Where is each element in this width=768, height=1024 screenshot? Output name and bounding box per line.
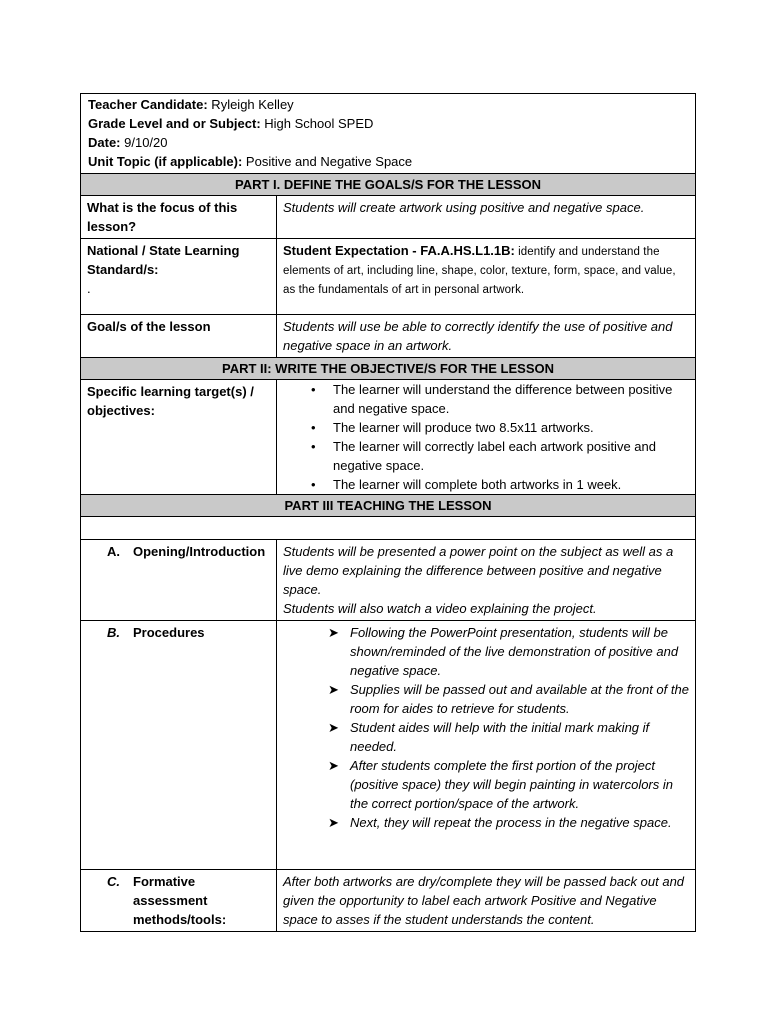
formative-letter: C.	[107, 874, 120, 889]
objectives-list	[277, 380, 689, 494]
part2-heading: PART II: WRITE THE OBJECTIVE/S FOR THE LESSON	[81, 358, 696, 380]
procedures-label-cell	[81, 621, 277, 870]
unit-topic-line	[88, 152, 688, 171]
arrow-bullet-icon: ➤	[328, 758, 339, 773]
standard-label: National / State Learning Standard/s:	[87, 243, 240, 277]
formative-label-cell	[81, 870, 277, 932]
standard-dot: .	[87, 281, 91, 296]
lesson-plan-document	[80, 93, 696, 932]
objective-item: • The learner will correctly label each artwork positive and negative space.	[333, 437, 689, 475]
formative-row	[81, 870, 696, 932]
procedures-letter: B.	[107, 625, 120, 640]
standard-row	[81, 239, 696, 315]
focus-label: What is the focus of this lesson?	[81, 196, 277, 239]
teacher-candidate-label: Teacher Candidate:	[88, 97, 208, 112]
objective-item: • The learner will understand the difference between positive and negative space.	[333, 380, 689, 418]
procedure-text: Next, they will repeat the process in the negative space.	[350, 815, 672, 830]
date-label: Date:	[88, 135, 121, 150]
opening-text-1: Students will be presented a power point on the subject as well as a live demo explaining the difference between positive and negative space.	[283, 544, 674, 597]
arrow-bullet-icon: ➤	[328, 815, 339, 830]
procedure-item	[328, 623, 689, 680]
objective-item: • The learner will produce two 8.5x11 artworks.	[333, 418, 689, 437]
standard-label-cell	[81, 239, 277, 315]
procedure-item	[328, 718, 689, 756]
grade-level-line	[88, 114, 688, 133]
blank-cell	[81, 517, 696, 540]
procedure-text: After students complete the first portion of the project (positive space) they will begin painting in watercolors in the correct portion/space of the artwork.	[350, 758, 673, 811]
arrow-bullet-icon: ➤	[328, 625, 339, 640]
procedure-item	[328, 756, 689, 813]
opening-letter: A.	[107, 544, 120, 559]
procedure-text: Student aides will help with the initial mark making if needed.	[350, 720, 650, 754]
formative-label: Formative assessment methods/tools:	[133, 874, 227, 927]
arrow-bullet-icon: ➤	[328, 682, 339, 697]
opening-label-cell	[81, 540, 277, 621]
grade-level-label: Grade Level and or Subject:	[88, 116, 261, 131]
procedure-text: Supplies will be passed out and available at the front of the room for aides to retrieve for students.	[350, 682, 689, 716]
goals-row	[81, 315, 696, 358]
opening-label: Opening/Introduction	[133, 544, 266, 559]
objectives-cell	[277, 380, 696, 495]
teacher-candidate-line	[88, 95, 688, 114]
opening-text-2: Students will also watch a video explaining the project.	[283, 601, 597, 616]
arrow-bullet-icon: ➤	[328, 720, 339, 735]
part3-heading: PART III TEACHING THE LESSON	[81, 495, 696, 517]
procedure-item	[328, 813, 689, 832]
header-cell	[81, 94, 696, 174]
standard-expectation: Student Expectation - FA.A.HS.L1.1B:	[283, 243, 515, 258]
standard-text: identify and understand the elements of art, including line, shape, color, texture, form, space, and value, as the fundamentals of art in personal artwork.	[283, 246, 676, 296]
focus-value: Students will create artwork using positive and negative space.	[277, 196, 696, 239]
unit-topic-value: Positive and Negative Space	[242, 154, 413, 169]
unit-topic-label: Unit Topic (if applicable):	[88, 154, 243, 169]
goals-label: Goal/s of the lesson	[81, 315, 277, 358]
procedures-list	[277, 623, 689, 832]
objectives-row	[81, 380, 696, 495]
goals-value: Students will use be able to correctly identify the use of positive and negative space in an artwork.	[277, 315, 696, 358]
opening-value-cell	[277, 540, 696, 621]
formative-value: After both artworks are dry/complete they will be passed back out and given the opportunity to label each artwork Positive and Negative space to asses if the student understands the content.	[277, 870, 696, 932]
teacher-candidate-value: Ryleigh Kelley	[207, 97, 294, 112]
procedure-item	[328, 680, 689, 718]
lesson-plan-table	[80, 93, 696, 932]
objectives-label: Specific learning target(s) / objectives:	[81, 380, 277, 495]
date-value: 9/10/20	[120, 135, 168, 150]
procedure-text: Following the PowerPoint presentation, students will be shown/reminded of the live demonstration of positive and negative space.	[350, 625, 679, 678]
procedures-row	[81, 621, 696, 870]
opening-row	[81, 540, 696, 621]
objective-item: • The learner will complete both artworks in 1 week.	[333, 475, 689, 494]
part1-heading: PART I. DEFINE THE GOALS/S FOR THE LESSON	[81, 174, 696, 196]
date-line	[88, 133, 688, 152]
procedures-cell	[277, 621, 696, 870]
procedures-label: Procedures	[133, 625, 205, 640]
standard-value-cell	[277, 239, 696, 315]
blank-row	[81, 517, 696, 540]
grade-level-value: High School SPED	[260, 116, 374, 131]
focus-row	[81, 196, 696, 239]
header-row	[81, 94, 696, 174]
